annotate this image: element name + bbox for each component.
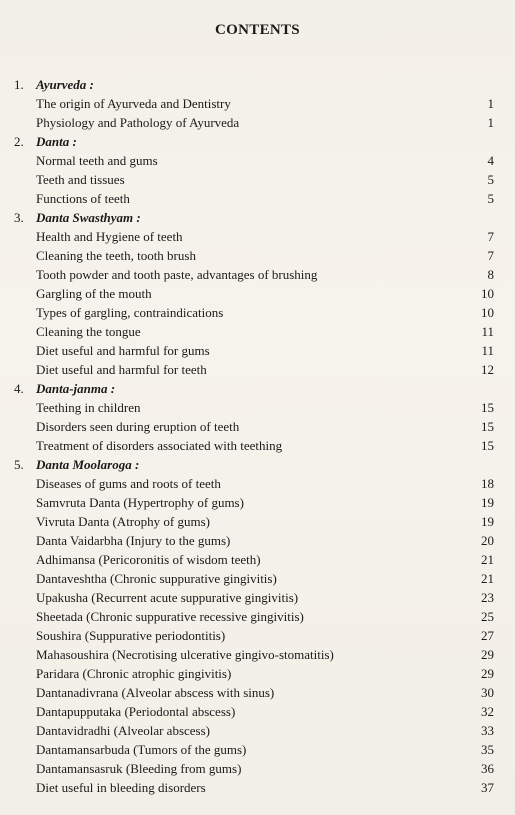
entry-page-number: 23: [481, 590, 494, 605]
entry-page-number: 15: [481, 419, 494, 434]
entry-title: Samvruta Danta (Hypertrophy of gums): [36, 495, 244, 510]
entry-title: Teething in children: [36, 400, 141, 415]
entry-page-number: 20: [481, 533, 494, 548]
toc-entry: [14, 664, 494, 683]
toc-entry: [14, 569, 494, 588]
entry-title: Vivruta Danta (Atrophy of gums): [36, 514, 210, 529]
section-number: 5.: [14, 457, 24, 472]
toc-entry: [14, 645, 494, 664]
toc-entry: [14, 303, 494, 322]
entry-title: Normal teeth and gums: [36, 153, 158, 168]
toc-entry: [14, 170, 494, 189]
section-number: 4.: [14, 381, 24, 396]
entry-title: Functions of teeth: [36, 191, 130, 206]
toc-entry: [14, 417, 494, 436]
entry-page-number: 36: [481, 761, 494, 776]
section-number: 1.: [14, 77, 24, 92]
entry-page-number: 33: [481, 723, 494, 738]
entry-page-number: 7: [487, 248, 494, 263]
entry-title: Dantavidradhi (Alveolar abscess): [36, 723, 210, 738]
entry-page-number: 1: [487, 96, 494, 111]
toc-entry: [14, 721, 494, 740]
toc-entry: [14, 94, 494, 113]
entry-page-number: 10: [481, 305, 494, 320]
entry-title: Disorders seen during eruption of teeth: [36, 419, 240, 434]
entry-title: Dantamansasruk (Bleeding from gums): [36, 761, 242, 776]
toc-entry: [14, 341, 494, 360]
toc-entry: [14, 759, 494, 778]
entry-title: Dantamansarbuda (Tumors of the gums): [36, 742, 247, 757]
toc-entry: [14, 189, 494, 208]
toc-section-heading: [14, 208, 494, 227]
entry-page-number: 15: [481, 400, 494, 415]
section-title: Ayurveda :: [36, 77, 94, 92]
toc-entry: [14, 227, 494, 246]
entry-page-number: 19: [481, 495, 494, 510]
section-number: 2.: [14, 134, 24, 149]
entry-title: Gargling of the mouth: [36, 286, 152, 301]
section-title: Danta :: [36, 134, 77, 149]
toc-entry: [14, 436, 494, 455]
entry-title: Teeth and tissues: [36, 172, 125, 187]
toc-entry: [14, 151, 494, 170]
table-of-contents: [14, 75, 494, 797]
entry-title: Dantaveshtha (Chronic suppurative gingivitis): [36, 571, 277, 586]
entry-page-number: 37: [481, 780, 494, 795]
entry-page-number: 21: [481, 571, 494, 586]
entry-page-number: 35: [481, 742, 494, 757]
entry-title: Health and Hygiene of teeth: [36, 229, 183, 244]
toc-entry: [14, 778, 494, 797]
toc-entry: [14, 607, 494, 626]
entry-page-number: 12: [481, 362, 494, 377]
entry-title: The origin of Ayurveda and Dentistry: [36, 96, 231, 111]
entry-title: Dantapupputaka (Periodontal abscess): [36, 704, 236, 719]
entry-page-number: 27: [481, 628, 494, 643]
toc-entry: [14, 246, 494, 265]
toc-entry: [14, 550, 494, 569]
entry-page-number: 19: [481, 514, 494, 529]
toc-entry: [14, 512, 494, 531]
entry-title: Paridara (Chronic atrophic gingivitis): [36, 666, 232, 681]
page-title: CONTENTS: [215, 22, 300, 38]
entry-page-number: 15: [481, 438, 494, 453]
entry-page-number: 10: [481, 286, 494, 301]
entry-page-number: 1: [487, 115, 494, 130]
toc-entry: [14, 265, 494, 284]
entry-title: Cleaning the tongue: [36, 324, 141, 339]
toc-entry: [14, 683, 494, 702]
entry-title: Physiology and Pathology of Ayurveda: [36, 115, 240, 130]
toc-entry: [14, 493, 494, 512]
entry-title: Treatment of disorders associated with teething: [36, 438, 283, 453]
entry-title: Diseases of gums and roots of teeth: [36, 476, 221, 491]
toc-entry: [14, 626, 494, 645]
entry-title: Sheetada (Chronic suppurative recessive gingivitis): [36, 609, 304, 624]
entry-page-number: 4: [487, 153, 494, 168]
entry-title: Diet useful in bleeding disorders: [36, 780, 206, 795]
entry-page-number: 11: [481, 324, 494, 339]
toc-section-heading: [14, 75, 494, 94]
toc-entry: [14, 588, 494, 607]
entry-title: Tooth powder and tooth paste, advantages of brushing: [36, 267, 318, 282]
entry-title: Types of gargling, contraindications: [36, 305, 224, 320]
section-title: Danta-janma :: [36, 381, 116, 396]
entry-title: Dantanadivrana (Alveolar abscess with sinus): [36, 685, 275, 700]
toc-entry: [14, 702, 494, 721]
toc-entry: [14, 740, 494, 759]
entry-page-number: 5: [487, 172, 494, 187]
toc-entry: [14, 284, 494, 303]
entry-title: Cleaning the teeth, tooth brush: [36, 248, 196, 263]
toc-entry: [14, 398, 494, 417]
section-title: Danta Moolaroga :: [36, 457, 140, 472]
entry-page-number: 29: [481, 666, 494, 681]
toc-entry: [14, 360, 494, 379]
entry-title: Mahasoushira (Necrotising ulcerative gingivo-stomatitis): [36, 647, 334, 662]
entry-page-number: 25: [481, 609, 494, 624]
toc-entry: [14, 113, 494, 132]
entry-page-number: 32: [481, 704, 494, 719]
entry-title: Danta Vaidarbha (Injury to the gums): [36, 533, 231, 548]
toc-entry: [14, 474, 494, 493]
toc-section-heading: [14, 132, 494, 151]
entry-title: Diet useful and harmful for teeth: [36, 362, 207, 377]
toc-section-heading: [14, 455, 494, 474]
entry-page-number: 7: [487, 229, 494, 244]
section-number: 3.: [14, 210, 24, 225]
section-title: Danta Swasthyam :: [36, 210, 141, 225]
toc-entry: [14, 531, 494, 550]
entry-page-number: 18: [481, 476, 494, 491]
entry-page-number: 11: [481, 343, 494, 358]
entry-title: Upakusha (Recurrent acute suppurative gingivitis): [36, 590, 299, 605]
entry-page-number: 29: [481, 647, 494, 662]
entry-page-number: 5: [487, 191, 494, 206]
entry-title: Diet useful and harmful for gums: [36, 343, 210, 358]
entry-title: Soushira (Suppurative periodontitis): [36, 628, 226, 643]
toc-section-heading: [14, 379, 494, 398]
entry-page-number: 30: [481, 685, 494, 700]
entry-title: Adhimansa (Pericoronitis of wisdom teeth): [36, 552, 261, 567]
toc-entry: [14, 322, 494, 341]
entry-page-number: 8: [487, 267, 494, 282]
entry-page-number: 21: [481, 552, 494, 567]
